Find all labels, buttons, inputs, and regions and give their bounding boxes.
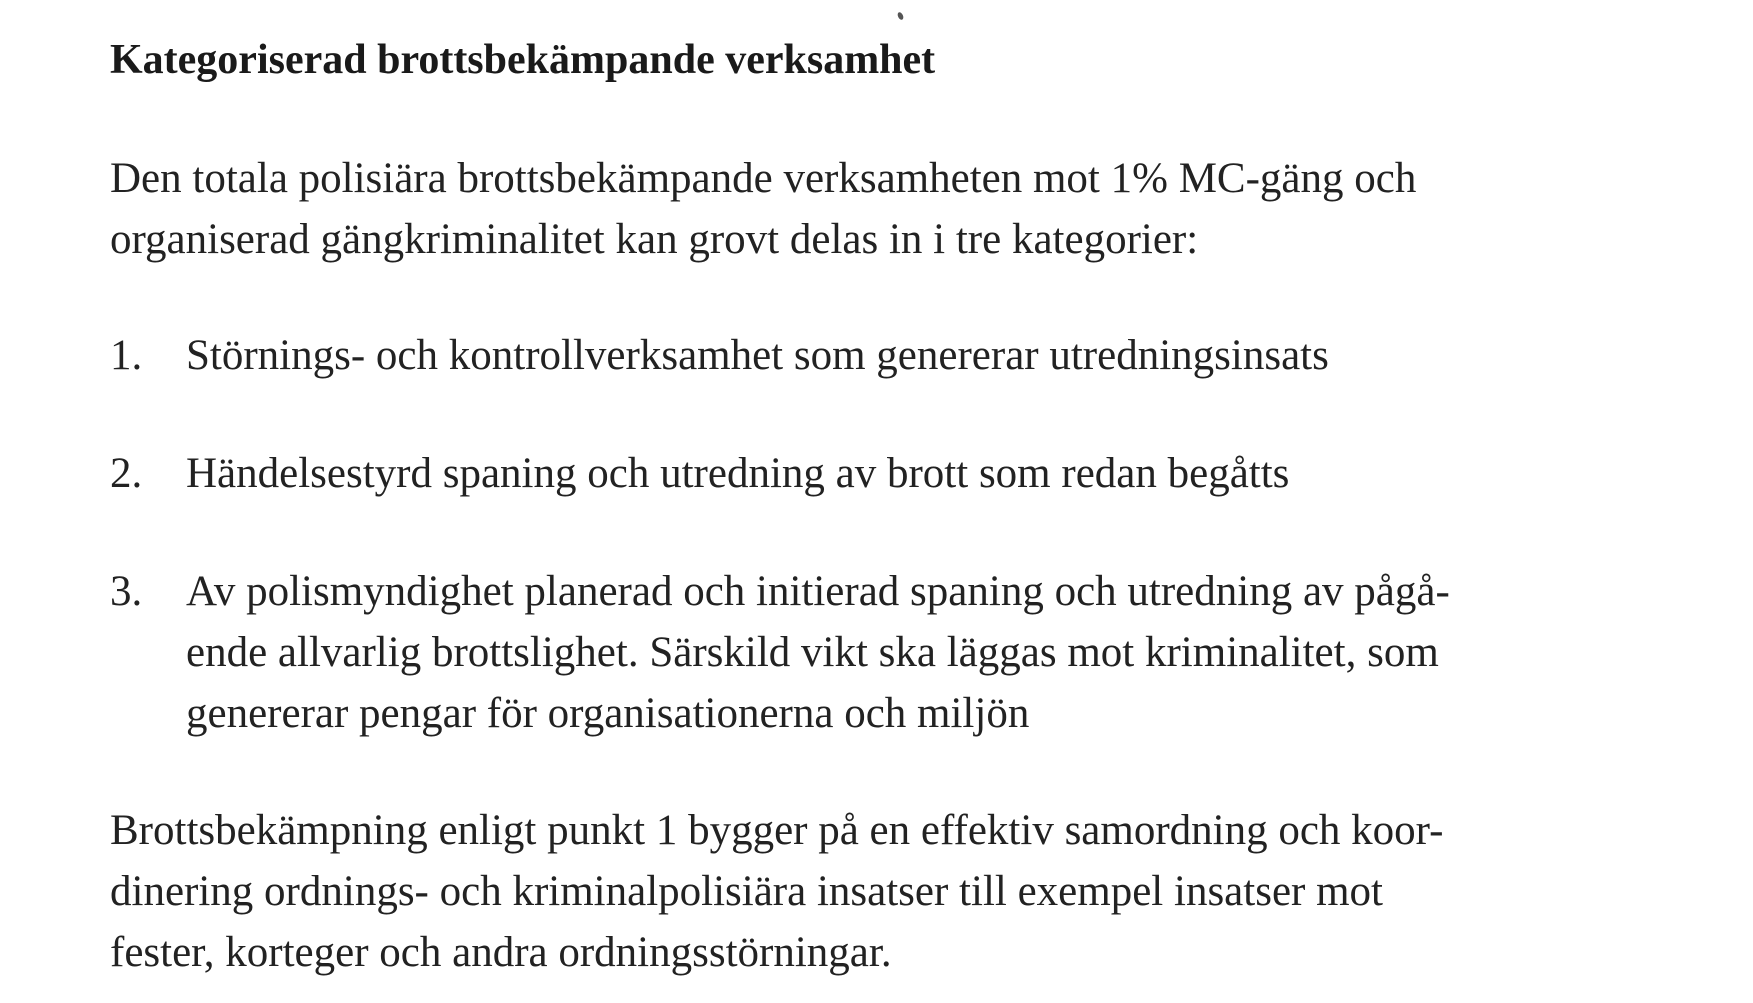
scan-speck: [897, 11, 905, 20]
list-number: 1.: [110, 332, 143, 379]
list-item-text: [186, 561, 1450, 744]
list-number: 3.: [110, 568, 143, 615]
closing-line: Brottsbekämpning enligt punkt 1 bygger på en effektiv samordning och koor-: [110, 807, 1444, 854]
closing-line: dinering ordnings- och kriminalpolisiära insatser till exempel insatser mot: [110, 868, 1383, 915]
list-item-line: Störnings- och kontrollverksamhet som genererar utredningsinsats: [186, 332, 1329, 379]
list-item-line: ende allvarlig brottslighet. Särskild vikt ska läggas mot kriminalitet, som: [186, 629, 1439, 676]
closing-line: fester, korteger och andra ordningsstörningar.: [110, 929, 892, 976]
list-item-line: Händelsestyrd spaning och utredning av brott som redan begåtts: [186, 450, 1290, 497]
intro-paragraph: [110, 148, 1416, 270]
list-number: 2.: [110, 450, 143, 497]
list-item-text: [186, 443, 1289, 504]
list-item-text: [186, 325, 1329, 386]
list-item-line: genererar pengar för organisationerna och miljön: [186, 690, 1030, 737]
intro-line: organiserad gängkriminalitet kan grovt delas in i tre kategorier:: [110, 216, 1199, 263]
closing-paragraph: [110, 800, 1443, 983]
intro-line: Den totala polisiära brottsbekämpande verksamheten mot 1% MC-gäng och: [110, 155, 1417, 202]
list-item-line: Av polismyndighet planerad och initierad spaning och utredning av pågå-: [186, 568, 1450, 615]
section-heading: Kategoriserad brottsbekämpande verksamhet: [110, 37, 936, 83]
